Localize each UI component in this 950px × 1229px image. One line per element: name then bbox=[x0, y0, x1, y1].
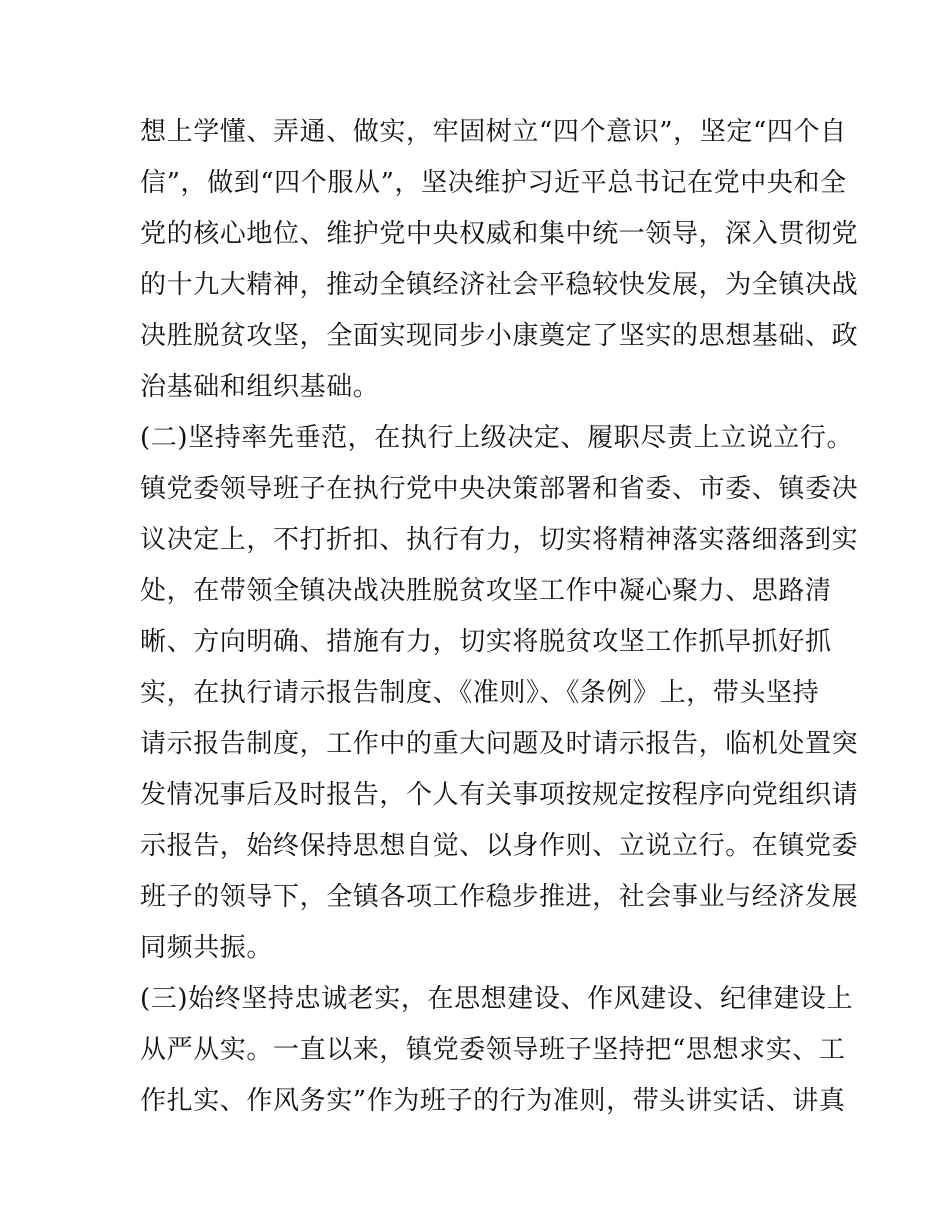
text-line: 想上学懂、弄通、做实，牢固树立“四个意识”，坚定“四个自 bbox=[140, 117, 847, 147]
text-line: 信”，做到“四个服从”，坚决维护习近平总书记在党中央和全 bbox=[140, 168, 847, 198]
section-heading-line: (二)坚持率先垂范，在执行上级决定、履职尽责上立说立行。 bbox=[140, 423, 854, 453]
section-heading-line: (三)始终坚持忠诚老实，在思想建设、作风建设、纪律建设上 bbox=[140, 984, 854, 1014]
text-line: 决胜脱贫攻坚，全面实现同步小康奠定了坚实的思想基础、政 bbox=[140, 321, 859, 351]
text-line: 治基础和组织基础。 bbox=[140, 372, 380, 402]
text-line: 实，在执行请示报告制度、《准则》、《条例》上，带头坚持 bbox=[140, 678, 820, 708]
text-line: 请示报告制度，工作中的重大问题及时请示报告，临机处置突 bbox=[140, 729, 859, 759]
body-text bbox=[140, 107, 859, 1127]
text-line: 处，在带领全镇决战决胜脱贫攻坚工作中凝心聚力、思路清 bbox=[140, 576, 832, 606]
text-line: 发情况事后及时报告，个人有关事项按规定按程序向党组织请 bbox=[140, 780, 859, 810]
text-line: 同频共振。 bbox=[140, 933, 274, 963]
text-line: 的十九大精神，推动全镇经济社会平稳较快发展，为全镇决战 bbox=[140, 270, 859, 300]
text-line: 班子的领导下，全镇各项工作稳步推进，社会事业与经济发展 bbox=[140, 882, 859, 912]
text-line: 晰、方向明确、措施有力，切实将脱贫攻坚工作抓早抓好抓 bbox=[140, 627, 832, 657]
text-line: 示报告，始终保持思想自觉、以身作则、立说立行。在镇党委 bbox=[140, 831, 859, 861]
text-line: 党的核心地位、维护党中央权威和集中统一领导，深入贯彻党 bbox=[140, 219, 859, 249]
text-line: 作扎实、作风务实”作为班子的行为准则，带头讲实话、讲真 bbox=[140, 1086, 846, 1116]
text-line: 从严从实。一直以来，镇党委领导班子坚持把“思想求实、工 bbox=[140, 1035, 846, 1065]
text-line: 议决定上，不打折扣、执行有力，切实将精神落实落细落到实 bbox=[140, 525, 859, 555]
text-line: 镇党委领导班子在执行党中央决策部署和省委、市委、镇委决 bbox=[140, 474, 859, 504]
